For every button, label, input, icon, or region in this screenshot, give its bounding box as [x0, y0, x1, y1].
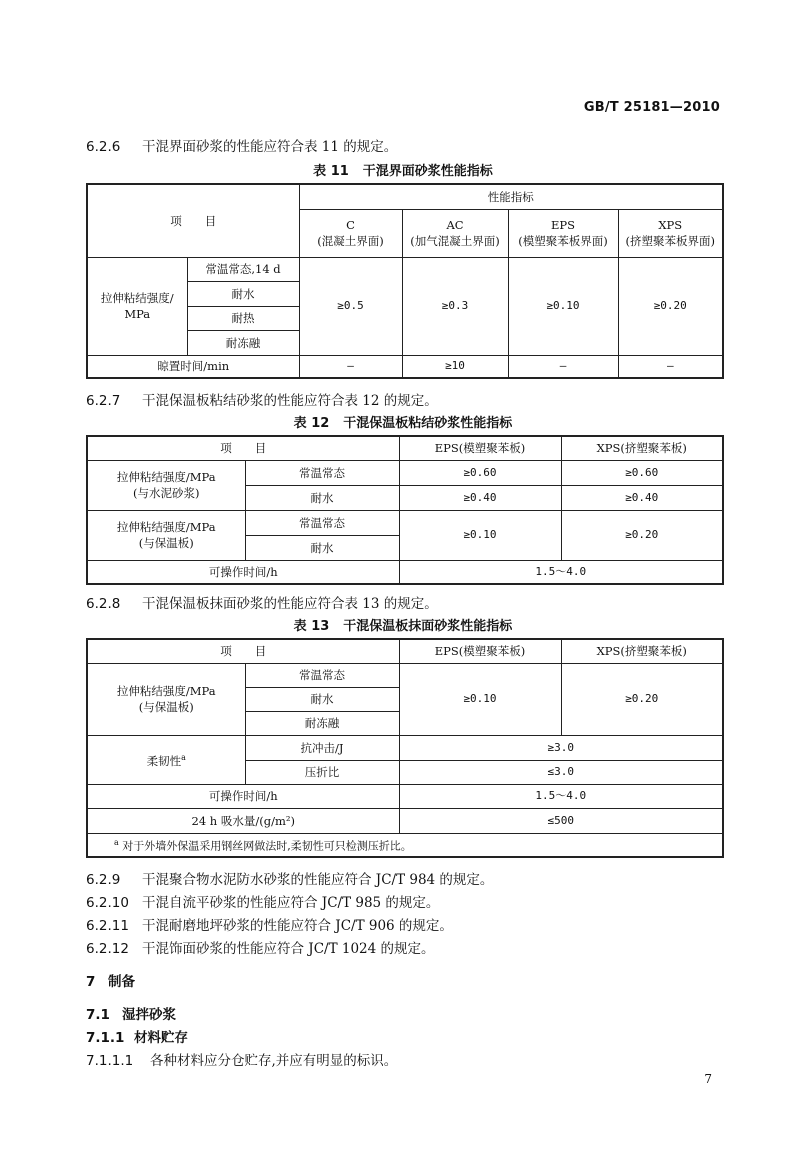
- standard-number: GB/T 25181—2010: [583, 100, 720, 115]
- table13-caption: 表 13 干混保温板抹面砂浆性能指标: [293, 619, 513, 634]
- col-ac: AC (加气混凝土界面): [402, 209, 508, 257]
- section-7-1-1-heading: 7.1.1 材料贮存: [86, 1030, 188, 1046]
- item-header: 项 目: [87, 184, 299, 257]
- tensile-board-label: 拉伸粘结强度/MPa (与保温板): [87, 510, 245, 560]
- condition: 耐冻融: [187, 330, 299, 355]
- time-value: —: [508, 355, 618, 378]
- item-header: 项 目: [87, 639, 399, 663]
- clause-text: 干混界面砂浆的性能应符合表 11 的规定。: [142, 139, 398, 155]
- condition: 耐水: [245, 485, 399, 510]
- col-c: C (混凝土界面): [299, 209, 402, 257]
- operable-time-label: 可操作时间/h: [87, 560, 399, 584]
- tensile-strength-label: 拉伸粘结强度/ MPa: [87, 257, 187, 355]
- condition: 常温常态: [245, 510, 399, 535]
- tensile-board-label: 拉伸粘结强度/MPa (与保温板): [87, 663, 245, 735]
- col-xps: XPS (挤塑聚苯板界面): [618, 209, 723, 257]
- value: ≥0.60: [399, 460, 561, 485]
- value: ≥0.60: [561, 460, 723, 485]
- clause-6-2-6: [86, 135, 397, 155]
- table-note: $^a$ 对于外墙外保温采用钢丝网做法时,柔韧性可只检测压折比。: [87, 833, 723, 857]
- col-eps: EPS(模塑聚苯板): [399, 436, 561, 460]
- table-12: [86, 435, 724, 585]
- operable-time-label: 可操作时间/h: [87, 784, 399, 808]
- col-eps: EPS(模塑聚苯板): [399, 639, 561, 663]
- value: ≥0.20: [561, 663, 723, 735]
- condition: 常温常态: [245, 460, 399, 485]
- condition: 耐冻融: [245, 711, 399, 735]
- value-c: ≥0.5: [299, 257, 402, 355]
- col-xps: XPS(挤塑聚苯板): [561, 436, 723, 460]
- value: ≥0.10: [399, 663, 561, 735]
- performance-header: 性能指标: [299, 184, 723, 209]
- value-eps: ≥0.10: [508, 257, 618, 355]
- condition: 常温常态,14 d: [187, 257, 299, 281]
- clause-6-2-10: 6.2.10 干混自流平砂浆的性能应符合 JC/T 985 的规定。: [86, 895, 440, 911]
- table-13: [86, 638, 724, 858]
- value: ≥0.40: [399, 485, 561, 510]
- clause-6-2-8: 6.2.8 干混保温板抹面砂浆的性能应符合表 13 的规定。: [86, 596, 438, 612]
- value: ≤3.0: [399, 760, 723, 784]
- table12-caption: 表 12 干混保温板粘结砂浆性能指标: [293, 416, 513, 431]
- value: ≥0.40: [561, 485, 723, 510]
- section-7-1-heading: 7.1 湿拌砂浆: [86, 1007, 176, 1023]
- condition: 常温常态: [245, 663, 399, 687]
- operable-time-value: 1.5～4.0: [399, 784, 723, 808]
- time-value: ≥10: [402, 355, 508, 378]
- operable-time-value: 1.5～4.0: [399, 560, 723, 584]
- water-absorption-value: ≤500: [399, 808, 723, 833]
- value: ≥0.10: [399, 510, 561, 560]
- value-xps: ≥0.20: [618, 257, 723, 355]
- condition: 耐水: [245, 687, 399, 711]
- water-absorption-label: 24 h 吸水量/(g/m²): [87, 808, 399, 833]
- col-eps: EPS (模塑聚苯板界面): [508, 209, 618, 257]
- tensile-cement-label: 拉伸粘结强度/MPa (与水泥砂浆): [87, 460, 245, 510]
- page-number: 7: [704, 1072, 712, 1086]
- time-value: —: [299, 355, 402, 378]
- clause-number: 6.2.6: [86, 139, 121, 155]
- table-11: [86, 183, 724, 379]
- clause-7-1-1-1: 7.1.1.1 各种材料应分仓贮存,并应有明显的标识。: [86, 1053, 398, 1069]
- table11-caption: 表 11 干混界面砂浆性能指标: [313, 164, 493, 179]
- value: ≥3.0: [399, 735, 723, 760]
- clause-6-2-12: 6.2.12 干混饰面砂浆的性能应符合 JC/T 1024 的规定。: [86, 941, 435, 957]
- condition: 耐水: [187, 281, 299, 306]
- condition: 耐热: [187, 306, 299, 330]
- value: ≥0.20: [561, 510, 723, 560]
- clause-6-2-11: 6.2.11 干混耐磨地坪砂浆的性能应符合 JC/T 906 的规定。: [86, 918, 453, 934]
- condition: 抗冲击/J: [245, 735, 399, 760]
- value-ac: ≥0.3: [402, 257, 508, 355]
- clause-6-2-9: 6.2.9 干混聚合物水泥防水砂浆的性能应符合 JC/T 984 的规定。: [86, 872, 494, 888]
- item-header: 项 目: [87, 436, 399, 460]
- open-time-label: 晾置时间/min: [87, 355, 299, 378]
- condition: 耐水: [245, 535, 399, 560]
- section-7-heading: 7 制备: [86, 974, 135, 990]
- flexibility-label: 柔韧性$^a$: [87, 735, 245, 784]
- clause-6-2-7: 6.2.7 干混保温板粘结砂浆的性能应符合表 12 的规定。: [86, 393, 438, 409]
- col-xps: XPS(挤塑聚苯板): [561, 639, 723, 663]
- time-value: —: [618, 355, 723, 378]
- condition: 压折比: [245, 760, 399, 784]
